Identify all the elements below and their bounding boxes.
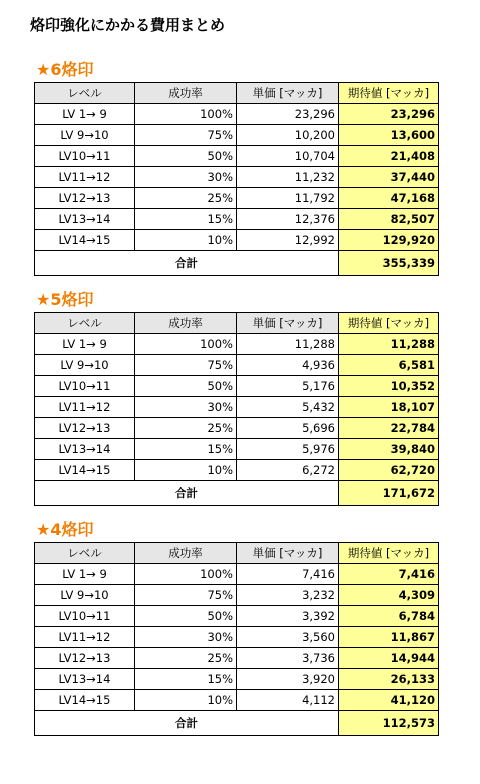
price-cell: 11,232 bbox=[237, 167, 339, 188]
table-row bbox=[35, 397, 439, 418]
expected-cell: 62,720 bbox=[339, 460, 439, 481]
header-level: レベル bbox=[35, 313, 135, 334]
section-title: ★5烙印 bbox=[36, 290, 94, 309]
price-cell: 7,416 bbox=[237, 564, 339, 585]
header-price: 単価 [マッカ] bbox=[237, 313, 339, 334]
level-cell: LV10→11 bbox=[35, 606, 135, 627]
total-label: 合計 bbox=[35, 711, 339, 736]
level-cell: LV13→14 bbox=[35, 209, 135, 230]
price-cell: 11,288 bbox=[237, 334, 339, 355]
price-cell: 6,272 bbox=[237, 460, 339, 481]
header-price: 単価 [マッカ] bbox=[237, 83, 339, 104]
price-cell: 12,992 bbox=[237, 230, 339, 251]
expected-cell: 11,867 bbox=[339, 627, 439, 648]
expected-cell: 4,309 bbox=[339, 585, 439, 606]
table-row bbox=[35, 376, 439, 397]
total-label: 合計 bbox=[35, 481, 339, 506]
cost-section bbox=[34, 58, 438, 276]
level-cell: LV12→13 bbox=[35, 648, 135, 669]
header-expected: 期待値 [マッカ] bbox=[339, 543, 439, 564]
header-row bbox=[35, 313, 439, 334]
rate-cell: 50% bbox=[135, 146, 237, 167]
level-cell: LV11→12 bbox=[35, 167, 135, 188]
level-cell: LV 1→ 9 bbox=[35, 334, 135, 355]
table-row bbox=[35, 418, 439, 439]
level-cell: LV14→15 bbox=[35, 690, 135, 711]
cost-table bbox=[34, 82, 439, 276]
cost-section bbox=[34, 518, 438, 736]
header-rate: 成功率 bbox=[135, 83, 237, 104]
price-cell: 5,696 bbox=[237, 418, 339, 439]
level-cell: LV14→15 bbox=[35, 230, 135, 251]
table-row bbox=[35, 167, 439, 188]
total-value: 112,573 bbox=[339, 711, 439, 736]
expected-cell: 6,784 bbox=[339, 606, 439, 627]
price-cell: 3,232 bbox=[237, 585, 339, 606]
table-row bbox=[35, 669, 439, 690]
price-cell: 4,936 bbox=[237, 355, 339, 376]
table-row bbox=[35, 627, 439, 648]
table-row bbox=[35, 125, 439, 146]
table-row bbox=[35, 334, 439, 355]
expected-cell: 37,440 bbox=[339, 167, 439, 188]
total-row bbox=[35, 711, 439, 736]
expected-cell: 23,296 bbox=[339, 104, 439, 125]
table-row bbox=[35, 355, 439, 376]
level-cell: LV14→15 bbox=[35, 460, 135, 481]
table-row bbox=[35, 606, 439, 627]
level-cell: LV12→13 bbox=[35, 418, 135, 439]
table-row bbox=[35, 230, 439, 251]
rate-cell: 10% bbox=[135, 230, 237, 251]
expected-cell: 41,120 bbox=[339, 690, 439, 711]
level-cell: LV12→13 bbox=[35, 188, 135, 209]
header-rate: 成功率 bbox=[135, 313, 237, 334]
expected-cell: 18,107 bbox=[339, 397, 439, 418]
table-row bbox=[35, 460, 439, 481]
table-row bbox=[35, 585, 439, 606]
rate-cell: 75% bbox=[135, 585, 237, 606]
header-expected: 期待値 [マッカ] bbox=[339, 83, 439, 104]
level-cell: LV 9→10 bbox=[35, 585, 135, 606]
header-row bbox=[35, 83, 439, 104]
header-expected: 期待値 [マッカ] bbox=[339, 313, 439, 334]
cost-table bbox=[34, 312, 439, 506]
price-cell: 3,392 bbox=[237, 606, 339, 627]
expected-cell: 26,133 bbox=[339, 669, 439, 690]
page-title: 烙印強化にかかる費用まとめ bbox=[30, 16, 226, 34]
rate-cell: 30% bbox=[135, 627, 237, 648]
price-cell: 12,376 bbox=[237, 209, 339, 230]
total-value: 355,339 bbox=[339, 251, 439, 276]
expected-cell: 11,288 bbox=[339, 334, 439, 355]
header-rate: 成功率 bbox=[135, 543, 237, 564]
level-cell: LV13→14 bbox=[35, 669, 135, 690]
level-cell: LV 1→ 9 bbox=[35, 564, 135, 585]
expected-cell: 129,920 bbox=[339, 230, 439, 251]
price-cell: 3,920 bbox=[237, 669, 339, 690]
price-cell: 11,792 bbox=[237, 188, 339, 209]
expected-cell: 21,408 bbox=[339, 146, 439, 167]
rate-cell: 15% bbox=[135, 439, 237, 460]
expected-cell: 10,352 bbox=[339, 376, 439, 397]
price-cell: 5,176 bbox=[237, 376, 339, 397]
rate-cell: 25% bbox=[135, 648, 237, 669]
table-row bbox=[35, 648, 439, 669]
table-row bbox=[35, 146, 439, 167]
expected-cell: 22,784 bbox=[339, 418, 439, 439]
level-cell: LV10→11 bbox=[35, 376, 135, 397]
expected-cell: 6,581 bbox=[339, 355, 439, 376]
header-level: レベル bbox=[35, 543, 135, 564]
level-cell: LV13→14 bbox=[35, 439, 135, 460]
expected-cell: 7,416 bbox=[339, 564, 439, 585]
total-row bbox=[35, 481, 439, 506]
table-row bbox=[35, 104, 439, 125]
rate-cell: 30% bbox=[135, 167, 237, 188]
header-row bbox=[35, 543, 439, 564]
price-cell: 3,560 bbox=[237, 627, 339, 648]
price-cell: 10,704 bbox=[237, 146, 339, 167]
expected-cell: 82,507 bbox=[339, 209, 439, 230]
table-row bbox=[35, 439, 439, 460]
total-row bbox=[35, 251, 439, 276]
rate-cell: 10% bbox=[135, 690, 237, 711]
level-cell: LV11→12 bbox=[35, 627, 135, 648]
rate-cell: 30% bbox=[135, 397, 237, 418]
level-cell: LV10→11 bbox=[35, 146, 135, 167]
rate-cell: 25% bbox=[135, 418, 237, 439]
table-row bbox=[35, 209, 439, 230]
expected-cell: 39,840 bbox=[339, 439, 439, 460]
rate-cell: 50% bbox=[135, 376, 237, 397]
section-title: ★6烙印 bbox=[36, 60, 94, 79]
price-cell: 5,976 bbox=[237, 439, 339, 460]
section-title: ★4烙印 bbox=[36, 520, 94, 539]
rate-cell: 15% bbox=[135, 209, 237, 230]
level-cell: LV11→12 bbox=[35, 397, 135, 418]
price-cell: 5,432 bbox=[237, 397, 339, 418]
rate-cell: 25% bbox=[135, 188, 237, 209]
rate-cell: 100% bbox=[135, 564, 237, 585]
cost-section bbox=[34, 288, 438, 506]
rate-cell: 75% bbox=[135, 355, 237, 376]
rate-cell: 50% bbox=[135, 606, 237, 627]
expected-cell: 14,944 bbox=[339, 648, 439, 669]
total-value: 171,672 bbox=[339, 481, 439, 506]
header-price: 単価 [マッカ] bbox=[237, 543, 339, 564]
price-cell: 23,296 bbox=[237, 104, 339, 125]
level-cell: LV 9→10 bbox=[35, 355, 135, 376]
table-row bbox=[35, 690, 439, 711]
price-cell: 3,736 bbox=[237, 648, 339, 669]
table-row bbox=[35, 188, 439, 209]
cost-table bbox=[34, 542, 439, 736]
rate-cell: 10% bbox=[135, 460, 237, 481]
total-label: 合計 bbox=[35, 251, 339, 276]
level-cell: LV 9→10 bbox=[35, 125, 135, 146]
level-cell: LV 1→ 9 bbox=[35, 104, 135, 125]
price-cell: 10,200 bbox=[237, 125, 339, 146]
price-cell: 4,112 bbox=[237, 690, 339, 711]
expected-cell: 47,168 bbox=[339, 188, 439, 209]
rate-cell: 15% bbox=[135, 669, 237, 690]
rate-cell: 75% bbox=[135, 125, 237, 146]
table-row bbox=[35, 564, 439, 585]
rate-cell: 100% bbox=[135, 104, 237, 125]
expected-cell: 13,600 bbox=[339, 125, 439, 146]
rate-cell: 100% bbox=[135, 334, 237, 355]
header-level: レベル bbox=[35, 83, 135, 104]
